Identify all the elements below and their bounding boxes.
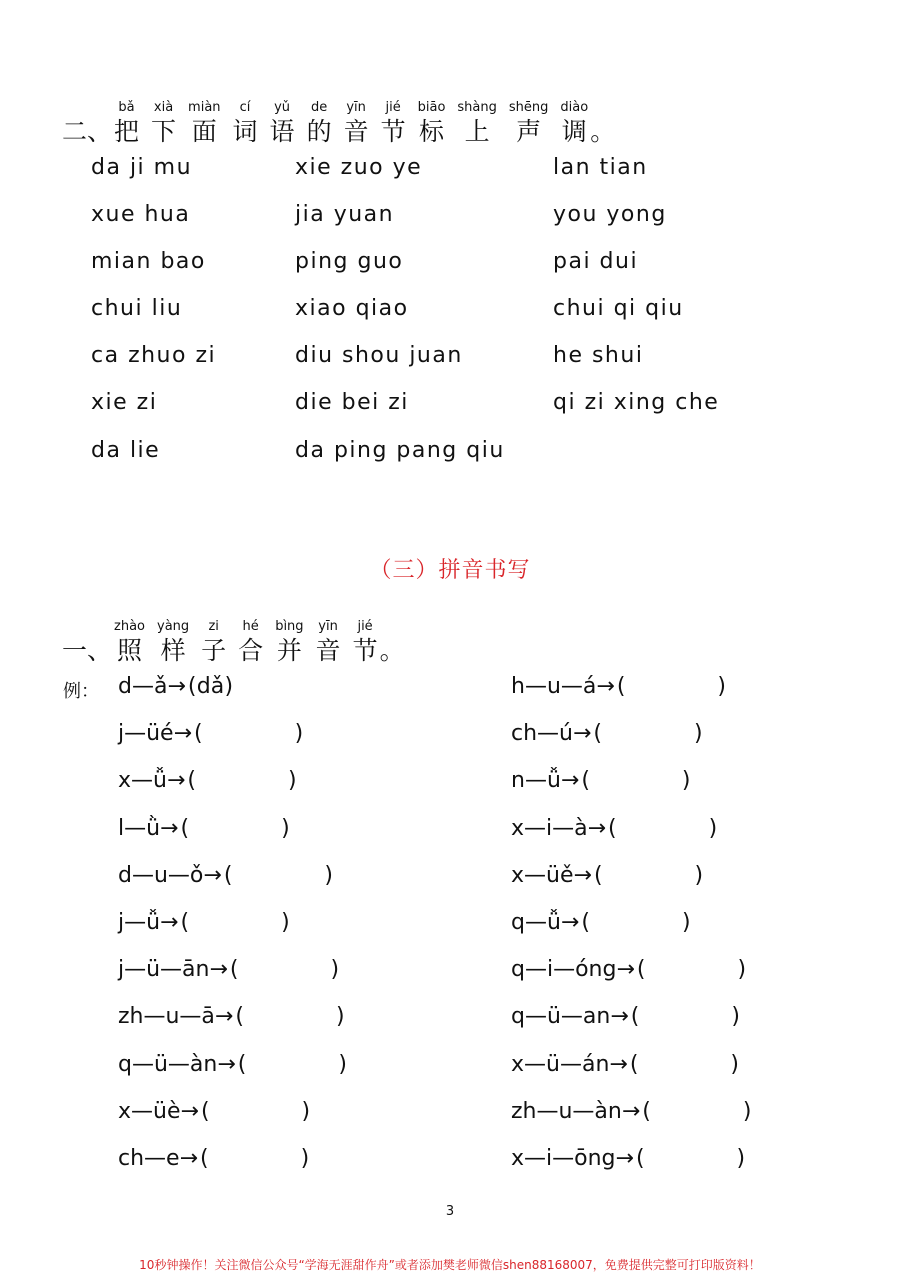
syllable-parts: ch—e→ (118, 1146, 199, 1171)
paren-close: ) (330, 957, 340, 983)
heading-char (457, 100, 496, 147)
exercise-row (511, 1052, 739, 1077)
pinyin-word: qi zi xing che (553, 390, 720, 415)
hanzi: 下 (151, 117, 177, 146)
paren-close: ) (335, 1004, 345, 1030)
pinyin-word: xue hua (91, 202, 191, 227)
pinyin-word: chui qi qiu (553, 296, 684, 321)
pinyin-word: you yong (553, 202, 667, 227)
heading-char (418, 100, 446, 147)
syllable-parts: x—i—ōng→ (511, 1146, 634, 1171)
hanzi: 面 (191, 117, 217, 146)
paren-open: ( (223, 862, 233, 888)
heading-char (353, 619, 378, 666)
pinyin: yǔ (274, 100, 291, 115)
exercise-row (118, 910, 290, 935)
heading-period: 。 (379, 636, 405, 665)
syllable-parts: q—i—óng→ (511, 957, 635, 983)
paren-open: ( (235, 1004, 244, 1030)
paren-close: ) (708, 815, 718, 841)
pinyin: bìng (275, 619, 304, 634)
heading-char (560, 100, 588, 147)
paren-open: ( (180, 910, 190, 935)
paren-close: ) (730, 1051, 740, 1077)
hanzi: 子 (201, 636, 227, 665)
exercise-row (118, 957, 339, 982)
syllable-parts: j—ǚ→ (118, 910, 179, 935)
pinyin-word: chui liu (91, 296, 183, 321)
heading-char (381, 100, 406, 147)
pinyin-word: pai dui (553, 249, 639, 274)
paren-open: ( (635, 1146, 645, 1171)
exercise-row (118, 1052, 347, 1077)
paren-close: ) (717, 674, 726, 699)
syllable-parts: ch—ú→ (511, 721, 592, 747)
exercise-row (511, 768, 691, 793)
paren-open: ( (608, 815, 617, 841)
example-label: 例： (63, 681, 99, 702)
exercise-row (511, 721, 703, 746)
exercise-row (118, 1146, 309, 1171)
paren-open: ( (194, 721, 203, 747)
pinyin: diào (560, 100, 589, 115)
hanzi: 节 (380, 117, 406, 146)
exercise-row (511, 863, 703, 888)
paren-close: ) (681, 768, 691, 794)
pinyin: jié (385, 100, 401, 115)
paren-close: ) (224, 674, 234, 699)
paren-close: ) (681, 910, 691, 935)
heading-prefix: 二、 (62, 117, 113, 146)
syllable-parts: n—ǚ→ (511, 768, 580, 794)
hanzi: 语 (269, 117, 295, 146)
heading-char (114, 619, 145, 666)
heading-char (270, 100, 295, 147)
hanzi: 照 (117, 636, 143, 665)
paren-open: ( (636, 957, 646, 983)
exercise-row (118, 721, 303, 746)
pinyin: bǎ (118, 100, 135, 115)
pinyin-word: da ping pang qiu (295, 438, 505, 463)
exercise-row (511, 816, 717, 841)
paren-open: ( (200, 1146, 209, 1171)
hanzi: 并 (276, 636, 302, 665)
hanzi: 上 (464, 117, 490, 146)
hanzi: 音 (315, 636, 341, 665)
heading-char (344, 100, 369, 147)
exercise-row (511, 1146, 745, 1171)
paren-open: ( (237, 1051, 247, 1077)
hanzi: 词 (232, 117, 258, 146)
syllable-parts: d—ǎ→ (118, 674, 186, 699)
hanzi: 音 (343, 117, 369, 146)
paren-close: ) (694, 721, 703, 747)
paren-close: ) (288, 768, 297, 794)
paren-close: ) (737, 957, 747, 983)
paren-open: ( (629, 1051, 639, 1077)
exercise-row (511, 1004, 740, 1029)
pinyin: zi (208, 619, 219, 634)
hanzi: 样 (160, 636, 186, 665)
syllable-parts: j—ü—ān→ (118, 957, 228, 983)
syllable-parts: zh—u—àn→ (511, 1098, 641, 1124)
pinyin: yīn (346, 100, 366, 115)
hanzi: 调 (561, 117, 587, 146)
syllable-parts: x—i—à→ (511, 815, 607, 841)
paren-close: ) (281, 910, 290, 935)
paren-close: ) (742, 1098, 752, 1124)
heading-char (509, 100, 549, 147)
pinyin-word: ping guo (295, 249, 404, 274)
section-title: （三）拼音书写 (369, 558, 531, 583)
paren-close: ) (694, 862, 704, 888)
paren-close: ) (324, 862, 333, 888)
pinyin: de (310, 100, 328, 115)
hanzi: 节 (352, 636, 378, 665)
heading-char (201, 619, 226, 666)
paren-close: ) (736, 1146, 746, 1171)
heading-char (307, 100, 332, 147)
paren-open: ( (581, 768, 590, 794)
section1-heading (62, 619, 405, 666)
heading-char (233, 100, 258, 147)
syllable-parts: x—üè→ (118, 1098, 199, 1124)
pinyin-word: he shui (553, 343, 644, 368)
answer-blank[interactable]: dǎ (196, 674, 225, 699)
pinyin-word: mian bao (91, 249, 206, 274)
pinyin-word: die bei zi (295, 390, 409, 415)
heading-char (275, 619, 303, 666)
paren-close: ) (281, 815, 290, 841)
pinyin: biāo (417, 100, 446, 115)
paren-close: ) (338, 1051, 347, 1077)
pinyin-word: da lie (91, 438, 161, 463)
syllable-parts: zh—u—ā→ (118, 1004, 234, 1030)
syllable-parts: d—u—ǒ→ (118, 862, 222, 888)
section2-heading (62, 100, 615, 147)
pinyin: zhào (114, 619, 145, 634)
pinyin-word: da ji mu (91, 155, 193, 180)
exercise-row (511, 1099, 751, 1124)
syllable-parts: x—ü—án→ (511, 1051, 628, 1077)
pinyin: xià (153, 100, 174, 115)
pinyin-word: diu shou juan (295, 343, 463, 368)
pinyin: hé (242, 619, 259, 634)
heading-char (114, 100, 139, 147)
paren-open: ( (229, 957, 239, 983)
exercise-row (511, 674, 726, 699)
paren-open: ( (180, 815, 190, 841)
exercise-row (118, 1004, 345, 1029)
heading-char (151, 100, 176, 147)
pinyin-word: jia yuan (295, 202, 395, 227)
heading-prefix: 一、 (62, 636, 113, 665)
heading-char (188, 100, 220, 147)
paren-open: ( (616, 674, 626, 699)
pinyin: cí (239, 100, 251, 115)
paren-close: ) (731, 1004, 740, 1030)
exercise-row (511, 910, 691, 935)
paren-close: ) (294, 721, 304, 747)
heading-period: 。 (590, 117, 616, 146)
heading-char (316, 619, 341, 666)
hanzi: 把 (114, 117, 140, 146)
syllable-parts: l—ǜ→ (118, 815, 179, 841)
pinyin-word: ca zhuo zi (91, 343, 217, 368)
exercise-row (118, 863, 333, 888)
pinyin: yàng (157, 619, 190, 634)
paren-open: ( (642, 1098, 651, 1124)
pinyin: jié (357, 619, 373, 634)
paren-close: ) (301, 1098, 311, 1124)
paren-open: ( (187, 768, 196, 794)
paren-close: ) (300, 1146, 310, 1171)
heading-char (238, 619, 263, 666)
syllable-parts: j—üé→ (118, 721, 193, 747)
syllable-parts: x—ǚ→ (118, 768, 186, 794)
pinyin-word: xiao qiao (295, 296, 409, 321)
paren-open: ( (187, 674, 197, 699)
pinyin-word: xie zuo ye (295, 155, 423, 180)
paren-open: ( (593, 721, 603, 747)
hanzi: 标 (419, 117, 445, 146)
paren-open: ( (630, 1004, 640, 1030)
paren-open: ( (200, 1098, 210, 1124)
hanzi: 合 (238, 636, 264, 665)
syllable-parts: h—u—á→ (511, 674, 615, 699)
syllable-parts: q—ü—àn→ (118, 1051, 236, 1077)
footer-notice: 10秒钟操作！关注微信公众号“学海无涯甜作舟”或者添加樊老师微信shen88168007，免费提供完整可打印版资料！ (139, 1258, 761, 1272)
paren-open: ( (581, 910, 590, 935)
exercise-row (511, 957, 746, 982)
heading-char (157, 619, 189, 666)
exercise-row (118, 1099, 310, 1124)
hanzi: 声 (516, 117, 542, 146)
pinyin-word: lan tian (553, 155, 648, 180)
page-number: 3 (445, 1204, 455, 1219)
exercise-row (118, 674, 233, 699)
hanzi: 的 (306, 117, 332, 146)
exercise-row (118, 768, 297, 793)
pinyin: shàng (457, 100, 497, 115)
pinyin: yīn (318, 619, 338, 634)
pinyin-word: xie zi (91, 390, 158, 415)
syllable-parts: x—üě→ (511, 862, 592, 888)
pinyin: miàn (188, 100, 221, 115)
paren-open: ( (593, 862, 603, 888)
syllable-parts: q—ü—an→ (511, 1004, 629, 1030)
syllable-parts: q—ǚ→ (511, 910, 580, 935)
pinyin: shēng (508, 100, 549, 115)
exercise-row (118, 816, 290, 841)
